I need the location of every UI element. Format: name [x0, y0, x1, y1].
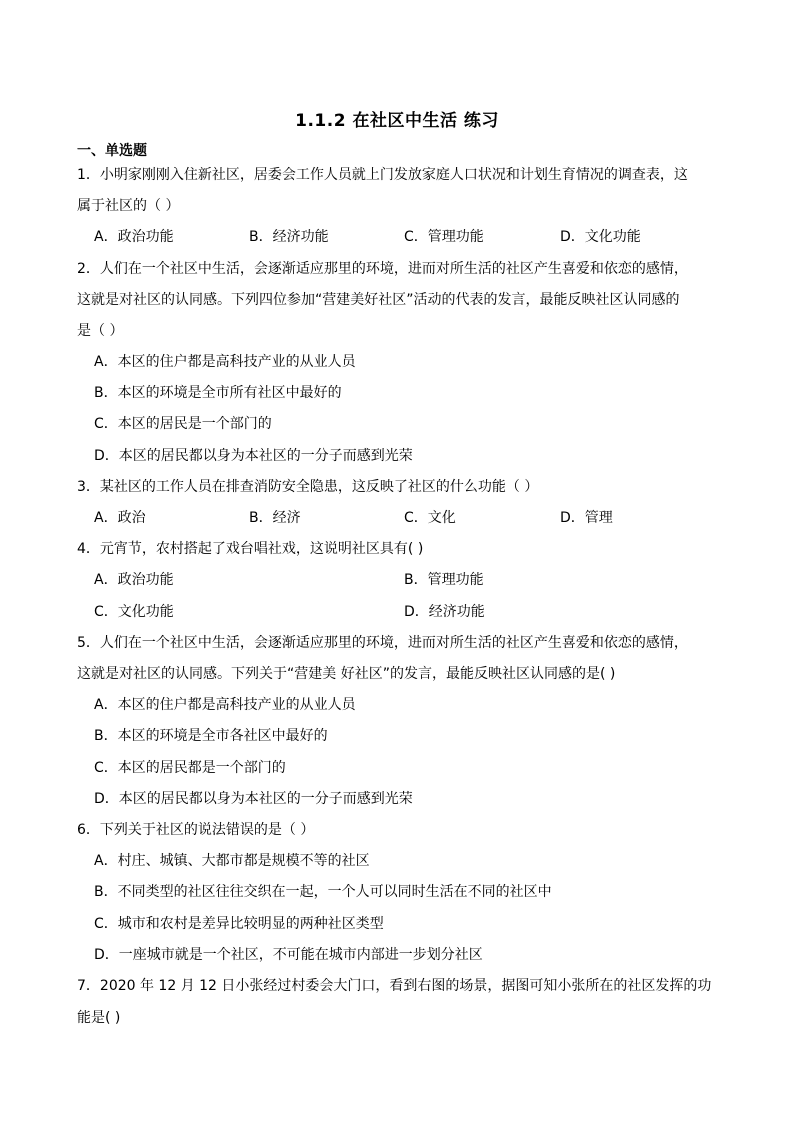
question-4-line-1: 4．元宵节，农村搭起了戏台唱社戏，这说明社区具有( ) — [77, 541, 424, 557]
question-4-option-a: A．政治功能 — [94, 572, 174, 588]
question-3-line-1: 3．某社区的工作人员在排查消防安全隐患，这反映了社区的什么功能（ ） — [77, 479, 539, 495]
question-7-line-2: 能是( ) — [77, 1010, 121, 1026]
question-1-option-a: A．政治功能 — [94, 229, 174, 245]
question-1-option-b: B．经济功能 — [249, 229, 329, 245]
question-5-option-c: C．本区的居民都是一个部门的 — [94, 760, 286, 776]
question-1-line-2: 属于社区的（ ） — [77, 198, 180, 214]
question-5-line-2: 这就是对社区的认同感。下列关于“营建美 好社区”的发言，最能反映社区认同感的是( ) — [77, 666, 616, 682]
question-3-option-a: A．政治 — [94, 510, 146, 526]
question-2-line-2: 这就是对社区的认同感。下列四位参加“营建美好社区”活动的代表的发言，最能反映社区认同感的 — [77, 292, 680, 308]
question-3-option-b: B．经济 — [249, 510, 301, 526]
question-3-option-c: C．文化 — [404, 510, 456, 526]
question-3-option-d: D．管理 — [560, 510, 613, 526]
question-1-option-c: C．管理功能 — [404, 229, 484, 245]
question-6-option-d: D．一座城市就是一个社区，不可能在城市内部进一步划分社区 — [94, 947, 483, 963]
question-6-line-1: 6．下列关于社区的说法错误的是（ ） — [77, 822, 315, 838]
question-2-option-d: D．本区的居民都以身为本社区的一分子而感到光荣 — [94, 448, 413, 464]
question-1-line-1: 1．小明家刚刚入住新社区，居委会工作人员就上门发放家庭人口状况和计划生育情况的调查表，这 — [77, 167, 688, 183]
question-1-option-d: D．文化功能 — [560, 229, 641, 245]
question-7-line-1: 7．2020 年 12 月 12 日小张经过村委会大门口，看到右图的场景，据图可知小张所在的社区发挥的功 — [77, 978, 712, 994]
question-6-option-c: C．城市和农村是差异比较明显的两种社区类型 — [94, 916, 384, 932]
question-2-option-c: C．本区的居民是一个部门的 — [94, 416, 272, 432]
question-2-line-1: 2．人们在一个社区中生活，会逐渐适应那里的环境，进而对所生活的社区产生喜爱和依恋的感情， — [77, 261, 688, 277]
question-5-option-b: B．本区的环境是全市各社区中最好的 — [94, 728, 328, 744]
question-4-option-c: C．文化功能 — [94, 604, 174, 620]
question-5-option-a: A．本区的住户都是高科技产业的从业人员 — [94, 697, 356, 713]
question-4-option-b: B．管理功能 — [404, 572, 484, 588]
page-title: 1.1.2 在社区中生活 练习 — [295, 111, 499, 131]
question-2-option-a: A．本区的住户都是高科技产业的从业人员 — [94, 354, 356, 370]
section-heading: 一、单选题 — [77, 143, 147, 159]
question-2-line-3: 是（ ） — [77, 323, 124, 339]
question-6-option-b: B．不同类型的社区往往交织在一起，一个人可以同时生活在不同的社区中 — [94, 884, 552, 900]
question-2-option-b: B．本区的环境是全市所有社区中最好的 — [94, 385, 342, 401]
question-4-option-d: D．经济功能 — [404, 604, 485, 620]
question-5-line-1: 5．人们在一个社区中生活，会逐渐适应那里的环境，进而对所生活的社区产生喜爱和依恋的感情， — [77, 635, 688, 651]
question-6-option-a: A．村庄、城镇、大都市都是规模不等的社区 — [94, 853, 370, 869]
question-5-option-d: D．本区的居民都以身为本社区的一分子而感到光荣 — [94, 791, 413, 807]
